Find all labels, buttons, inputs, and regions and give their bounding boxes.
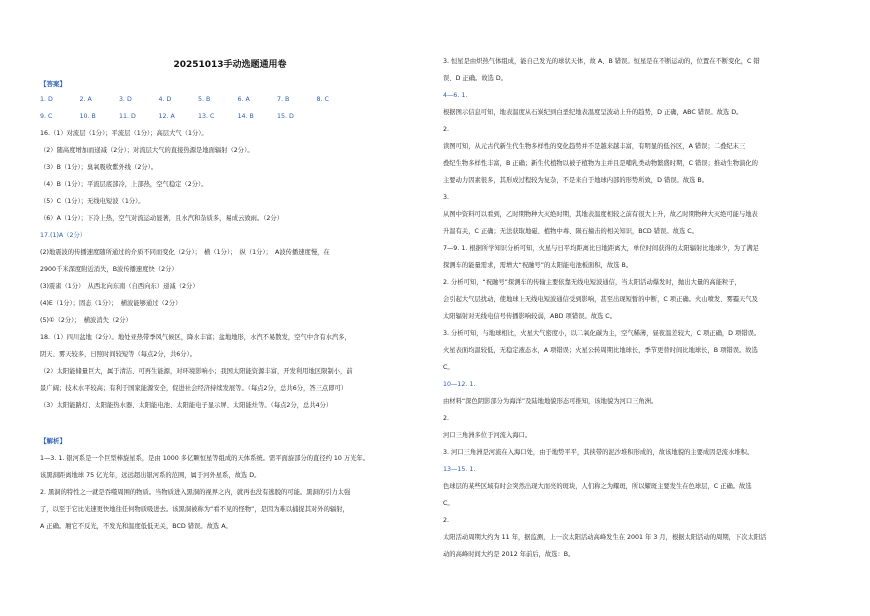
text-line: 根据图示信息可知，地表温度从石炭纪到白垩纪地表温度呈波动上升的趋势，D 正确，ABC 错误。故选 D。	[443, 109, 743, 116]
text-line: （4）B（1分）；平流层底部冷，上部热，空气稳定（2分）。	[40, 181, 208, 188]
text-line: 1—3. 1. 银河系是一个巨型棒旋星系，是由 1000 多亿颗恒星等组成的天体系统。需平面旋部分的直径约 10 万光年。	[40, 455, 370, 462]
text-line: 误、D 正确。故选 D。	[443, 75, 508, 82]
analysis-paragraph	[443, 415, 838, 423]
answer-paragraph	[40, 283, 420, 291]
analysis-section	[40, 437, 420, 531]
text-line: 河口三角洲多位于河流入海口。	[443, 432, 532, 439]
text-line: （2）太阳能储量巨大，属于清洁、可再生能源，对环境影响小；我国太阳能资源丰富，开发利用地区限制小，前	[40, 368, 353, 375]
analysis-paragraph	[443, 330, 838, 372]
answer-row-1	[40, 96, 420, 104]
answer-item: 1. D	[40, 96, 53, 103]
answer-paragraph	[40, 198, 420, 206]
text-line: 火星表面均温较低，无稳定液态水，A 项错误；火星公转周期比地球长，季节更替时间比地球长，B 项错误。故选	[443, 347, 758, 354]
answer-paragraph	[40, 130, 420, 138]
analysis-right-text	[443, 58, 838, 559]
analysis-paragraph	[443, 517, 838, 525]
text-line: 13—15. 1.	[443, 466, 476, 473]
text-line: 7—9. 1. 根据所学知识分析可知，火星与日平均距离比日地距离大，单位时间获得的太阳辐射比地球少，为了满足	[443, 245, 759, 252]
text-line: 从图中资料可以看到，乙时期物种大灭绝时期，其地表温度相较之前有很大上升，故乙时期物种大灭绝可能与地表	[443, 211, 758, 218]
text-line: (3)震雀（1分） 从西北向东南（自西向东）递减（2分）	[40, 283, 199, 290]
text-line: 3. 恒星是由炽热气体组成，能自己发光的球状天体，故 A、B 错误。恒星是在不断运动的，位置在不断变化，C 错	[443, 58, 760, 65]
text-line: 2.	[443, 517, 450, 524]
analysis-paragraph	[443, 194, 838, 202]
text-line: 10—12. 1.	[443, 381, 476, 388]
answer-header: 【答案】	[40, 80, 66, 88]
analysis-paragraph	[40, 455, 420, 480]
text-line: 太阳辐射对无线电信号传播影响较弱，ABD 项错误。故选 C。	[443, 313, 617, 320]
text-line: 景广阔；技术水平较高；有利于国家能源安全，促进社会经济持续发展等。（每点2分，总共6分，答三点即可）	[40, 385, 348, 392]
analysis-paragraph	[443, 143, 838, 185]
text-line: (5)①（2分）； 横波消失（2分）	[40, 317, 132, 324]
text-line: 主要动力因素很多，其形成过程较为复杂，不是来自于地球内部的形势所致，D 错误。故选 B。	[443, 177, 709, 184]
answer-paragraph	[40, 334, 420, 359]
answer-item: 15. D	[277, 113, 294, 120]
analysis-paragraph	[443, 432, 838, 440]
text-line: （3）B（1分）；臭氧吸收紫外线（2分）。	[40, 164, 158, 171]
answer-paragraph	[40, 215, 420, 223]
analysis-paragraph	[443, 126, 838, 134]
text-line: 4—6. 1.	[443, 92, 468, 99]
left-column	[40, 0, 420, 616]
answer-paragraph	[40, 181, 420, 189]
text-line: A 正确。厢它不反光，不发光和温度低低无关，BCD 错误。故选 A。	[40, 523, 232, 530]
text-line: 读图可知，从元古代新生代生物多样性的变化趋势并不是越来越丰富，有明显的低谷区，A 错误；二叠纪末三	[443, 143, 746, 150]
answer-paragraph	[40, 317, 420, 325]
answer-item: 2. A	[79, 96, 92, 103]
answer-item: 4. D	[158, 96, 172, 103]
answer-item: 11. D	[119, 113, 136, 120]
answer-item: 8. C	[316, 96, 329, 103]
answer-item: 5. B	[198, 96, 211, 103]
answer-paragraph	[40, 232, 420, 240]
text-line: 2. 黑洞的特性之一就是吞噬周围的物质。当物质进入黑洞的视界之内，就再也没有逃脱的可能。黑洞的引力太强	[40, 489, 351, 496]
text-line: C。	[443, 364, 454, 371]
text-line: 会引起大气层扰动，使地球上无线电短波通信受到影响，甚至出现短暂的中断，C 项正确。火山喷发、雾霾天气及	[443, 296, 758, 303]
text-line: 阴天、雾天较多，日照时间较短等（每点2分，共6分）。	[40, 351, 196, 358]
text-line: 17.(1)A（2分）	[40, 232, 87, 239]
text-line: (4)E（1分）；固态（1分）； 横波能够通过（2分）	[40, 300, 182, 307]
answer-item: 6. A	[237, 96, 250, 103]
analysis-paragraph	[443, 466, 838, 474]
text-line: 18.（1）四川盆地（2分）。地处亚热带季风气候区，降水丰富；盆地地形，水汽不易散发，空气中含有水汽多，	[40, 334, 351, 341]
text-line: 色球层的某些区域有时会突然出现大而亮的斑块，人们称之为耀斑，所以耀斑主要发生在色球层，C 正确。故选	[443, 483, 752, 490]
text-line: 3.	[443, 194, 450, 201]
analysis-paragraph	[443, 449, 838, 457]
analysis-paragraph	[443, 534, 838, 559]
text-line: (2)地震波的传播速度随所通过的介质不同而变化（2分）； 横（1分）； 纵（1分）； A波传播速度慢，在	[40, 249, 330, 256]
answer-item: 13. C	[198, 113, 215, 120]
analysis-paragraph	[40, 489, 420, 531]
analysis-paragraph	[443, 279, 838, 321]
analysis-paragraph	[443, 483, 838, 508]
page-title: 20251013手动选题通用卷	[173, 60, 287, 70]
right-column	[443, 0, 838, 616]
answer-item: 14. B	[237, 113, 254, 120]
answer-paragraph	[40, 147, 420, 155]
answer-paragraph	[40, 249, 420, 274]
answer-item: 3. D	[119, 96, 132, 103]
text-line: 2.	[443, 126, 450, 133]
text-line: （5）C（1分）；无线电短波（1分）。	[40, 198, 145, 205]
text-line: 了，以至于它比光速更快地往任何物质吸进去。该黑洞被称为“看不见的怪物”，是因为难以捕捉其对外的辐射，	[40, 506, 349, 513]
analysis-paragraph	[443, 92, 838, 100]
text-line: 探测车的能量需求，需增大“祝融号”的太阳能电池板面积，故选 B。	[443, 262, 633, 269]
answer-item: 12. A	[158, 113, 175, 120]
analysis-header: 【解析】	[40, 437, 66, 445]
answer-paragraph	[40, 300, 420, 308]
answer-item: 9. C	[40, 113, 53, 120]
text-line: 3. 分析可知，与地球相比，火星大气密度小，以二氧化碳为主，空气稀薄，昼夜温差较大，C 项正确，D 项错误。	[443, 330, 761, 337]
text-line: 动的高峰时间大约是 2012 年前后，故选：B。	[443, 551, 575, 558]
answer-section	[40, 80, 420, 121]
text-line: 16.（1）对流层（1分）；平流层（1分）；高层大气（1分）。	[40, 130, 208, 137]
text-line: 2900千米深度附近消失，B波传播速度快（2分）	[40, 266, 178, 273]
answer-item: 7. B	[277, 96, 290, 103]
analysis-paragraph	[443, 245, 838, 270]
answer-item: 10. B	[79, 113, 96, 120]
analysis-paragraph	[443, 58, 838, 83]
analysis-paragraph	[443, 381, 838, 389]
answers-left-text	[40, 130, 420, 410]
text-line: 2.	[443, 415, 450, 422]
answer-row-2	[40, 113, 420, 121]
text-line: 2. 分析可知，“祝融号”探测车的传输主要依靠无线电短波通信，当太阳活动爆发时，抛出大量的高能粒子，	[443, 279, 741, 286]
analysis-paragraph	[443, 398, 838, 406]
analysis-paragraph	[443, 109, 838, 117]
text-line: 太阳活动周期大约为 11 年，据监测，上一次太阳活动高峰发生在 2001 年 3 月，根据太阳活动的周期，下次太阳活	[443, 534, 767, 541]
text-line: （3）太阳能路灯、太阳能热水器、太阳能电池、太阳能电子显示屏、太阳能灶等。（每点2分，总共4分）	[40, 402, 333, 409]
text-line: 叠纪生物多样性丰富，B 正确；新生代植物以被子植物为主并且是哺乳类动物繁盛时期，C 错误；推动生物演化的	[443, 160, 758, 167]
text-line: （2）随高度增加而递减（2分）；对流层大气的直接热源是地面辐射（2分）。	[40, 147, 254, 154]
answer-paragraph	[40, 402, 420, 410]
text-line: 3. 河口三角洲是河流在入海口处，由于地势平平，其挟带的泥沙堆积形成的，故该地貌的主要成因是流水堆积。	[443, 449, 754, 456]
text-line: 该黑洞距离地球 75 亿光年，远远超出银河系的范围，属于河外星系，故选 D。	[40, 472, 261, 479]
answer-paragraph	[40, 164, 420, 172]
text-line: C。	[443, 500, 454, 507]
text-line: 由材料“深色阴影部分为海洋”及陆地地貌形态可推知，该地貌为河口三角洲。	[443, 398, 658, 405]
text-line: （6）A（1分）；下冷上热，空气对流运动显著，且水汽和杂质多，易成云致雨。（2分）	[40, 215, 284, 222]
answer-paragraph	[40, 368, 420, 393]
analysis-paragraph	[443, 211, 838, 236]
text-line: 升温有关，C 正确；无法获取地磁、植物中毒、陨石撞击的相关知识，BCD 错误。故选 C。	[443, 228, 698, 235]
